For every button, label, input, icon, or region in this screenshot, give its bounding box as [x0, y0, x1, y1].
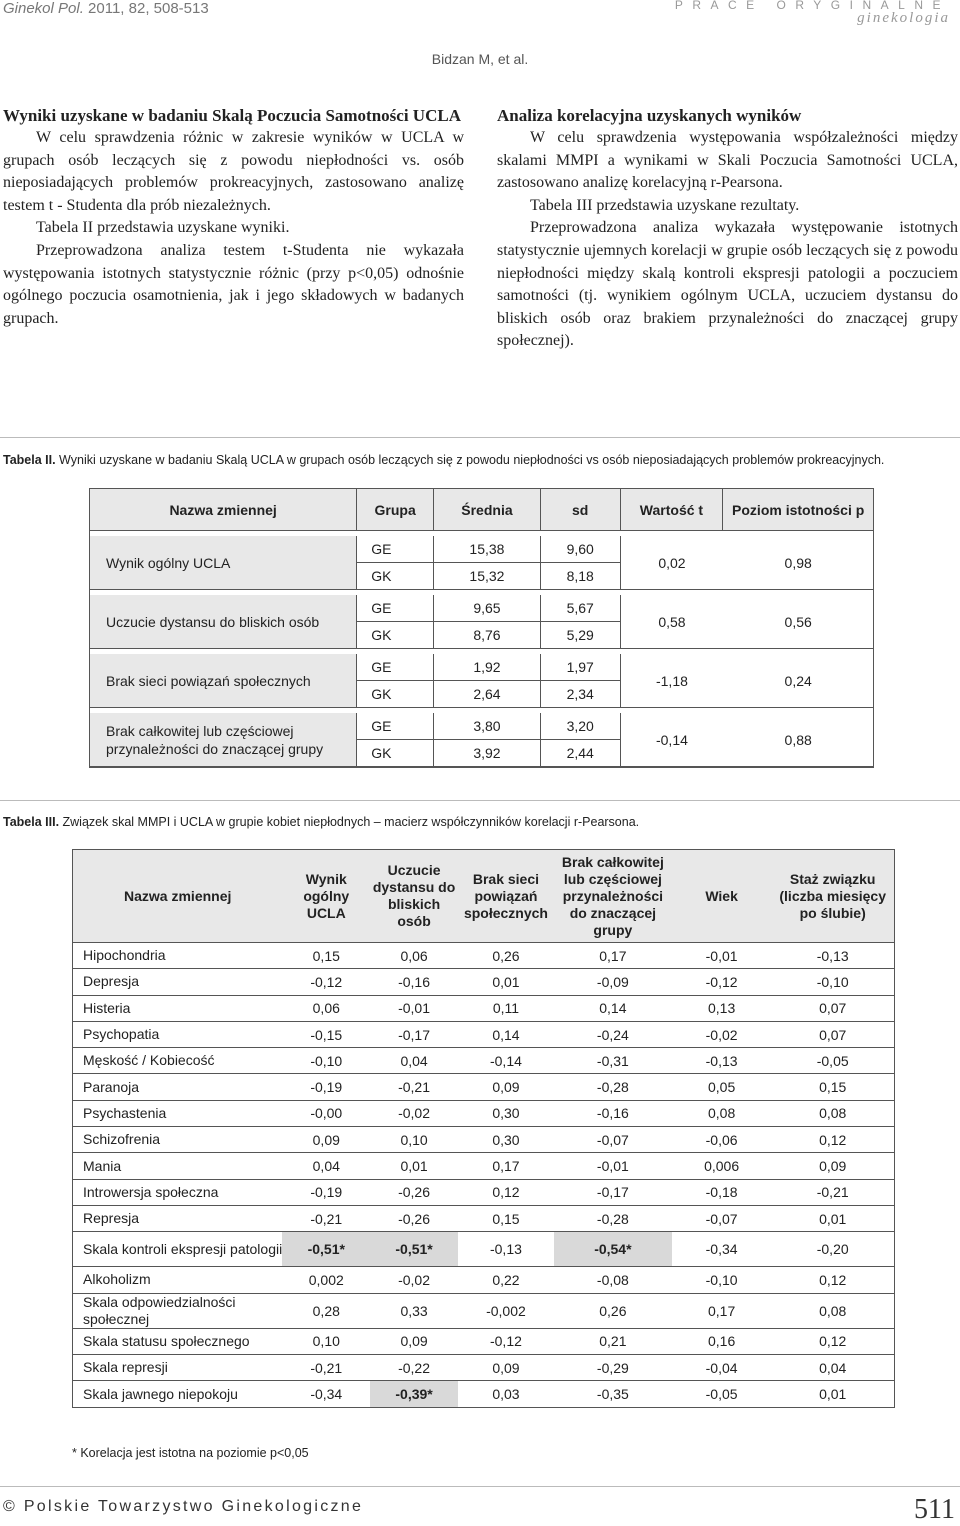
table2-t-value: 0,02: [621, 536, 724, 590]
paragraph: Przeprowadzona analiza wykazała występowanie istotnych statystycznie ujemnych korelacji w grupie osób leczących się z powodu niepłodności między skalą kontroli ekspresji patologii a poczuciem samotności (tj. wynikiem ogólnym UCLA, uczuciem dystansu do bliskich osób oraz brakiem przynależności do znaczącej grupy społecznej).: [497, 219, 958, 350]
table3-value: 0,15: [282, 943, 370, 969]
table2-group: GE: [357, 536, 434, 563]
table3-value: 0,16: [672, 1329, 772, 1355]
table3-value: 0,10: [282, 1329, 370, 1355]
table3-row: [73, 969, 894, 995]
table2-header: Poziom istotności p: [723, 489, 873, 531]
table3-value: -0,12: [672, 969, 772, 995]
table3-value: -0,14: [458, 1048, 554, 1074]
table3-header: Nazwa zmiennej: [73, 850, 282, 943]
table2-variable-name: Brak całkowitej lub częściowej przynależności do znaczącej grupy: [90, 713, 357, 767]
table3-row: [73, 1267, 894, 1293]
table3-value: 0,22: [458, 1267, 554, 1293]
divider: [0, 437, 960, 438]
table2-group: GK: [357, 681, 434, 708]
table2-p-value: 0,24: [723, 654, 873, 708]
table3-row: [73, 1294, 894, 1329]
table3-value: 0,002: [282, 1267, 370, 1293]
table3-caption-label: Tabela III.: [3, 815, 60, 829]
table2-header: Nazwa zmiennej: [90, 489, 357, 531]
table2-mean: 2,64: [434, 681, 541, 708]
table3-variable-name: Psychastenia: [73, 1101, 282, 1127]
table2-mean: 3,92: [434, 740, 541, 767]
table3-value: 0,10: [370, 1127, 458, 1153]
page-number: 511: [914, 1494, 955, 1525]
table2-sd: 3,20: [541, 713, 621, 740]
table3-value: -0,02: [370, 1101, 458, 1127]
table3-value: -0,26: [370, 1206, 458, 1232]
table3-value: 0,08: [771, 1101, 894, 1127]
footer-divider: [0, 1486, 960, 1487]
table2-variable-name: Brak sieci powiązań społecznych: [90, 654, 357, 708]
table3-variable-name: Represja: [73, 1206, 282, 1232]
table3-significant-value: -0,51*: [282, 1232, 370, 1267]
table2-sd: 2,44: [541, 740, 621, 767]
table2-t-value: 0,58: [621, 595, 724, 649]
table2-caption-text: Wyniki uzyskane w badaniu Skalą UCLA w grupach osób leczących się z powodu niepłodności vs osób nieposiadających problemów prokreacyjnych.: [55, 453, 885, 467]
table3-value: 0,08: [672, 1101, 772, 1127]
table3-value: 0,14: [554, 996, 672, 1022]
table3-variable-name: Introwersja społeczna: [73, 1180, 282, 1206]
table3-value: 0,12: [458, 1180, 554, 1206]
table3-value: 0,09: [458, 1355, 554, 1381]
table3-value: 0,14: [458, 1022, 554, 1048]
table3-value: 0,09: [282, 1127, 370, 1153]
table3-value: -0,07: [672, 1206, 772, 1232]
table3-value: -0,13: [672, 1048, 772, 1074]
table3-variable-name: Skala jawnego niepokoju: [73, 1381, 282, 1407]
table3-caption: [3, 815, 639, 829]
table3-value: 0,01: [458, 969, 554, 995]
table3-value: -0,10: [771, 969, 894, 995]
table3-value: -0,08: [554, 1267, 672, 1293]
table2-mean: 8,76: [434, 622, 541, 649]
table3-row: [73, 1206, 894, 1232]
table2-sd: 1,97: [541, 654, 621, 681]
table3-value: -0,12: [282, 969, 370, 995]
table3-value: 0,17: [458, 1153, 554, 1179]
table3-value: -0,01: [554, 1153, 672, 1179]
paragraph: W celu sprawdzenia występowania współzależności między skalami MMPI a wynikami w Skali Poczucia Samotności UCLA, zastosowano analizę korelacyjną r-Pearsona.: [497, 129, 958, 192]
table3-value: 0,13: [672, 996, 772, 1022]
table3-variable-name: Histeria: [73, 996, 282, 1022]
table3-value: -0,13: [458, 1232, 554, 1267]
table3-value: 0,15: [771, 1074, 894, 1100]
table2-header: Grupa: [357, 489, 434, 531]
table2-header: Wartość t: [621, 489, 724, 531]
table3-value: -0,22: [370, 1355, 458, 1381]
paragraph: Tabela II przedstawia uzyskane wyniki.: [36, 219, 290, 237]
table2-variable-name: Wynik ogólny UCLA: [90, 536, 357, 590]
table3-value: 0,01: [771, 1381, 894, 1407]
table3-value: 0,17: [672, 1294, 772, 1329]
table3-row: [73, 1329, 894, 1355]
table3-value: 0,21: [554, 1329, 672, 1355]
section-heading-ucla: Wyniki uzyskane w badaniu Skalą Poczucia Samotności UCLA: [3, 106, 461, 125]
table3-value: 0,30: [458, 1101, 554, 1127]
table3-footnote: * Korelacja jest istotna na poziomie p<0,05: [72, 1446, 309, 1460]
table3: [72, 849, 895, 1408]
table2-sd: 5,67: [541, 595, 621, 622]
table3-row: [73, 943, 894, 969]
table3-value: -0,01: [672, 943, 772, 969]
table3-value: 0,04: [282, 1153, 370, 1179]
table3-value: -0,26: [370, 1180, 458, 1206]
table2-group: GE: [357, 713, 434, 740]
table3-caption-text: Związek skal MMPI i UCLA w grupie kobiet niepłodnych – macierz współczynników korelacji r-Pearsona.: [59, 815, 640, 829]
table3-value: -0,29: [554, 1355, 672, 1381]
table3-value: -0,13: [771, 943, 894, 969]
table3-value: 0,17: [554, 943, 672, 969]
table3-value: -0,02: [370, 1267, 458, 1293]
table3-header: Uczucie dystansu do bliskich osób: [370, 850, 458, 943]
table3-value: -0,21: [370, 1074, 458, 1100]
table2-header: sd: [541, 489, 621, 531]
table3-header: Brak sieci powiązań społecznych: [458, 850, 554, 943]
table3-value: -0,05: [771, 1048, 894, 1074]
table3-header: Wynik ogólny UCLA: [282, 850, 370, 943]
table3-value: -0,17: [554, 1180, 672, 1206]
section-label: [675, 0, 950, 27]
table3-value: 0,05: [672, 1074, 772, 1100]
table3-value: -0,05: [672, 1381, 772, 1407]
table2-header: Średnia: [434, 489, 541, 531]
running-header-authors: Bidzan M, et al.: [431, 51, 529, 67]
table3-value: 0,15: [458, 1206, 554, 1232]
table3-variable-name: Psychopatia: [73, 1022, 282, 1048]
table3-variable-name: Skala kontroli ekspresji patologii: [73, 1232, 282, 1267]
table2-mean: 9,65: [434, 595, 541, 622]
table2-caption-label: Tabela II.: [3, 453, 56, 467]
table3-variable-name: Skala odpowiedzialności społecznej: [73, 1294, 282, 1329]
table3-value: -0,10: [672, 1267, 772, 1293]
table3-header: Brak całkowitej lub częściowej przynależności do znaczącej grupy: [554, 850, 672, 943]
table2-sd: 8,18: [541, 563, 621, 590]
paragraph: W celu sprawdzenia różnic w zakresie wyników w UCLA w grupach osób leczących się z powodu niepłodności vs. osób nieposiadających problemów prokreacyjnych, zastosowano analizę testem t - Studenta dla prób niezależnych.: [3, 129, 464, 214]
table2-row: [90, 654, 873, 681]
table3-value: -0,28: [554, 1074, 672, 1100]
table3-row: [73, 1153, 894, 1179]
table2-mean: 1,92: [434, 654, 541, 681]
section-title: PRACE ORYGINALNE: [674, 0, 950, 12]
table2-sd: 9,60: [541, 536, 621, 563]
table3-row: [73, 1232, 894, 1267]
table3-value: -0,28: [554, 1206, 672, 1232]
table3-value: -0,01: [370, 996, 458, 1022]
table3-value: -0,12: [458, 1329, 554, 1355]
table3-row: [73, 996, 894, 1022]
table3-value: -0,18: [672, 1180, 772, 1206]
table3-row: [73, 1127, 894, 1153]
table3-value: 0,08: [771, 1294, 894, 1329]
running-header-citation: [3, 0, 209, 17]
table3-variable-name: Schizofrenia: [73, 1127, 282, 1153]
table3-value: -0,19: [282, 1180, 370, 1206]
table2-p-value: 0,56: [723, 595, 873, 649]
table3-value: 0,07: [771, 996, 894, 1022]
table3-variable-name: Alkoholizm: [73, 1267, 282, 1293]
table3-value: -0,15: [282, 1022, 370, 1048]
table3-value: 0,30: [458, 1127, 554, 1153]
table3-significant-value: -0,51*: [370, 1232, 458, 1267]
table2-p-value: 0,98: [723, 536, 873, 590]
table3-value: -0,002: [458, 1294, 554, 1329]
table3-value: 0,01: [370, 1153, 458, 1179]
table3-value: 0,01: [771, 1206, 894, 1232]
table3-value: 0,26: [458, 943, 554, 969]
table3-value: 0,26: [554, 1294, 672, 1329]
table2-row: [90, 713, 873, 740]
table2-group: GE: [357, 595, 434, 622]
table2-p-value: 0,88: [723, 713, 873, 767]
table3-value: -0,34: [282, 1381, 370, 1407]
paragraph: Tabela III przedstawia uzyskane rezultaty.: [530, 196, 800, 214]
table3-header-row: [73, 850, 894, 943]
table3-value: -0,16: [554, 1101, 672, 1127]
table2-variable-name: Uczucie dystansu do bliskich osób: [90, 595, 357, 649]
table3-variable-name: Męskość / Kobiecość: [73, 1048, 282, 1074]
table3-value: -0,02: [672, 1022, 772, 1048]
table2: [89, 488, 874, 768]
table3-row: [73, 1022, 894, 1048]
table3-row: [73, 1074, 894, 1100]
table3-variable-name: Paranoja: [73, 1074, 282, 1100]
table3-value: 0,11: [458, 996, 554, 1022]
table3-value: -0,20: [771, 1232, 894, 1267]
section-subtitle: ginekologia: [857, 10, 950, 26]
table3-value: 0,12: [771, 1267, 894, 1293]
right-column: [497, 105, 958, 353]
table3-value: -0,21: [771, 1180, 894, 1206]
table2-mean: 15,32: [434, 563, 541, 590]
table3-row: [73, 1355, 894, 1381]
table3-value: -0,04: [672, 1355, 772, 1381]
table3-value: 0,04: [771, 1355, 894, 1381]
table3-value: -0,31: [554, 1048, 672, 1074]
table3-value: -0,06: [672, 1127, 772, 1153]
table3-value: -0,17: [370, 1022, 458, 1048]
table3-header: Staż związku (liczba miesięcy po ślubie): [771, 850, 894, 943]
table3-value: -0,21: [282, 1206, 370, 1232]
table2-row: [90, 595, 873, 622]
table2-row: [90, 536, 873, 563]
table2-group: GE: [357, 654, 434, 681]
table3-row: [73, 1048, 894, 1074]
table3-value: 0,06: [282, 996, 370, 1022]
divider: [0, 800, 960, 801]
table3-value: -0,21: [282, 1355, 370, 1381]
table3-value: 0,07: [771, 1022, 894, 1048]
table3-value: -0,35: [554, 1381, 672, 1407]
table3-value: -0,34: [672, 1232, 772, 1267]
table3-value: 0,006: [672, 1153, 772, 1179]
table2-caption: [3, 453, 884, 467]
table3-value: 0,33: [370, 1294, 458, 1329]
table3-value: -0,16: [370, 969, 458, 995]
table3-variable-name: Skala represji: [73, 1355, 282, 1381]
table3-value: 0,09: [771, 1153, 894, 1179]
table3-value: -0,19: [282, 1074, 370, 1100]
table2-sd: 2,34: [541, 681, 621, 708]
table2-group: GK: [357, 740, 434, 767]
table3-value: 0,28: [282, 1294, 370, 1329]
table3-variable-name: Mania: [73, 1153, 282, 1179]
table3-value: 0,06: [370, 943, 458, 969]
journal-name: Ginekol Pol.: [3, 0, 84, 17]
table3-variable-name: Depresja: [73, 969, 282, 995]
table3-significant-value: -0,54*: [554, 1232, 672, 1267]
citation: 2011, 82, 508-513: [83, 0, 209, 17]
table2-mean: 15,38: [434, 536, 541, 563]
table3-value: 0,09: [370, 1329, 458, 1355]
left-column: [3, 105, 464, 330]
table2-group: GK: [357, 622, 434, 649]
table2-t-value: -0,14: [621, 713, 724, 767]
table3-significant-value: -0,39*: [370, 1381, 458, 1407]
table2-group: GK: [357, 563, 434, 590]
table3-value: -0,10: [282, 1048, 370, 1074]
copyright: © Polskie Towarzystwo Ginekologiczne: [3, 1498, 364, 1515]
table3-value: -0,09: [554, 969, 672, 995]
table3-value: 0,09: [458, 1074, 554, 1100]
table3-header: Wiek: [672, 850, 772, 943]
table3-variable-name: Hipochondria: [73, 943, 282, 969]
table2-sd: 5,29: [541, 622, 621, 649]
table3-value: 0,12: [771, 1127, 894, 1153]
table2-header-row: [90, 489, 873, 531]
section-heading-correlation: Analiza korelacyjna uzyskanych wyników: [497, 106, 802, 125]
table3-value: -0,00: [282, 1101, 370, 1127]
table3-value: 0,03: [458, 1381, 554, 1407]
paragraph: Przeprowadzona analiza testem t-Studenta nie wykazała występowania istotnych statystycznie różnic (przy p<0,05) odnośnie ogólnego poczucia osamotnienia, jak i jego składowych w badanych grupach.: [3, 241, 464, 327]
table2-t-value: -1,18: [621, 654, 724, 708]
table3-value: 0,12: [771, 1329, 894, 1355]
table3-row: [73, 1381, 894, 1407]
table3-value: 0,04: [370, 1048, 458, 1074]
table3-row: [73, 1101, 894, 1127]
table3-row: [73, 1180, 894, 1206]
table2-mean: 3,80: [434, 713, 541, 740]
table3-value: -0,24: [554, 1022, 672, 1048]
table3-value: -0,07: [554, 1127, 672, 1153]
table3-variable-name: Skala statusu społecznego: [73, 1329, 282, 1355]
